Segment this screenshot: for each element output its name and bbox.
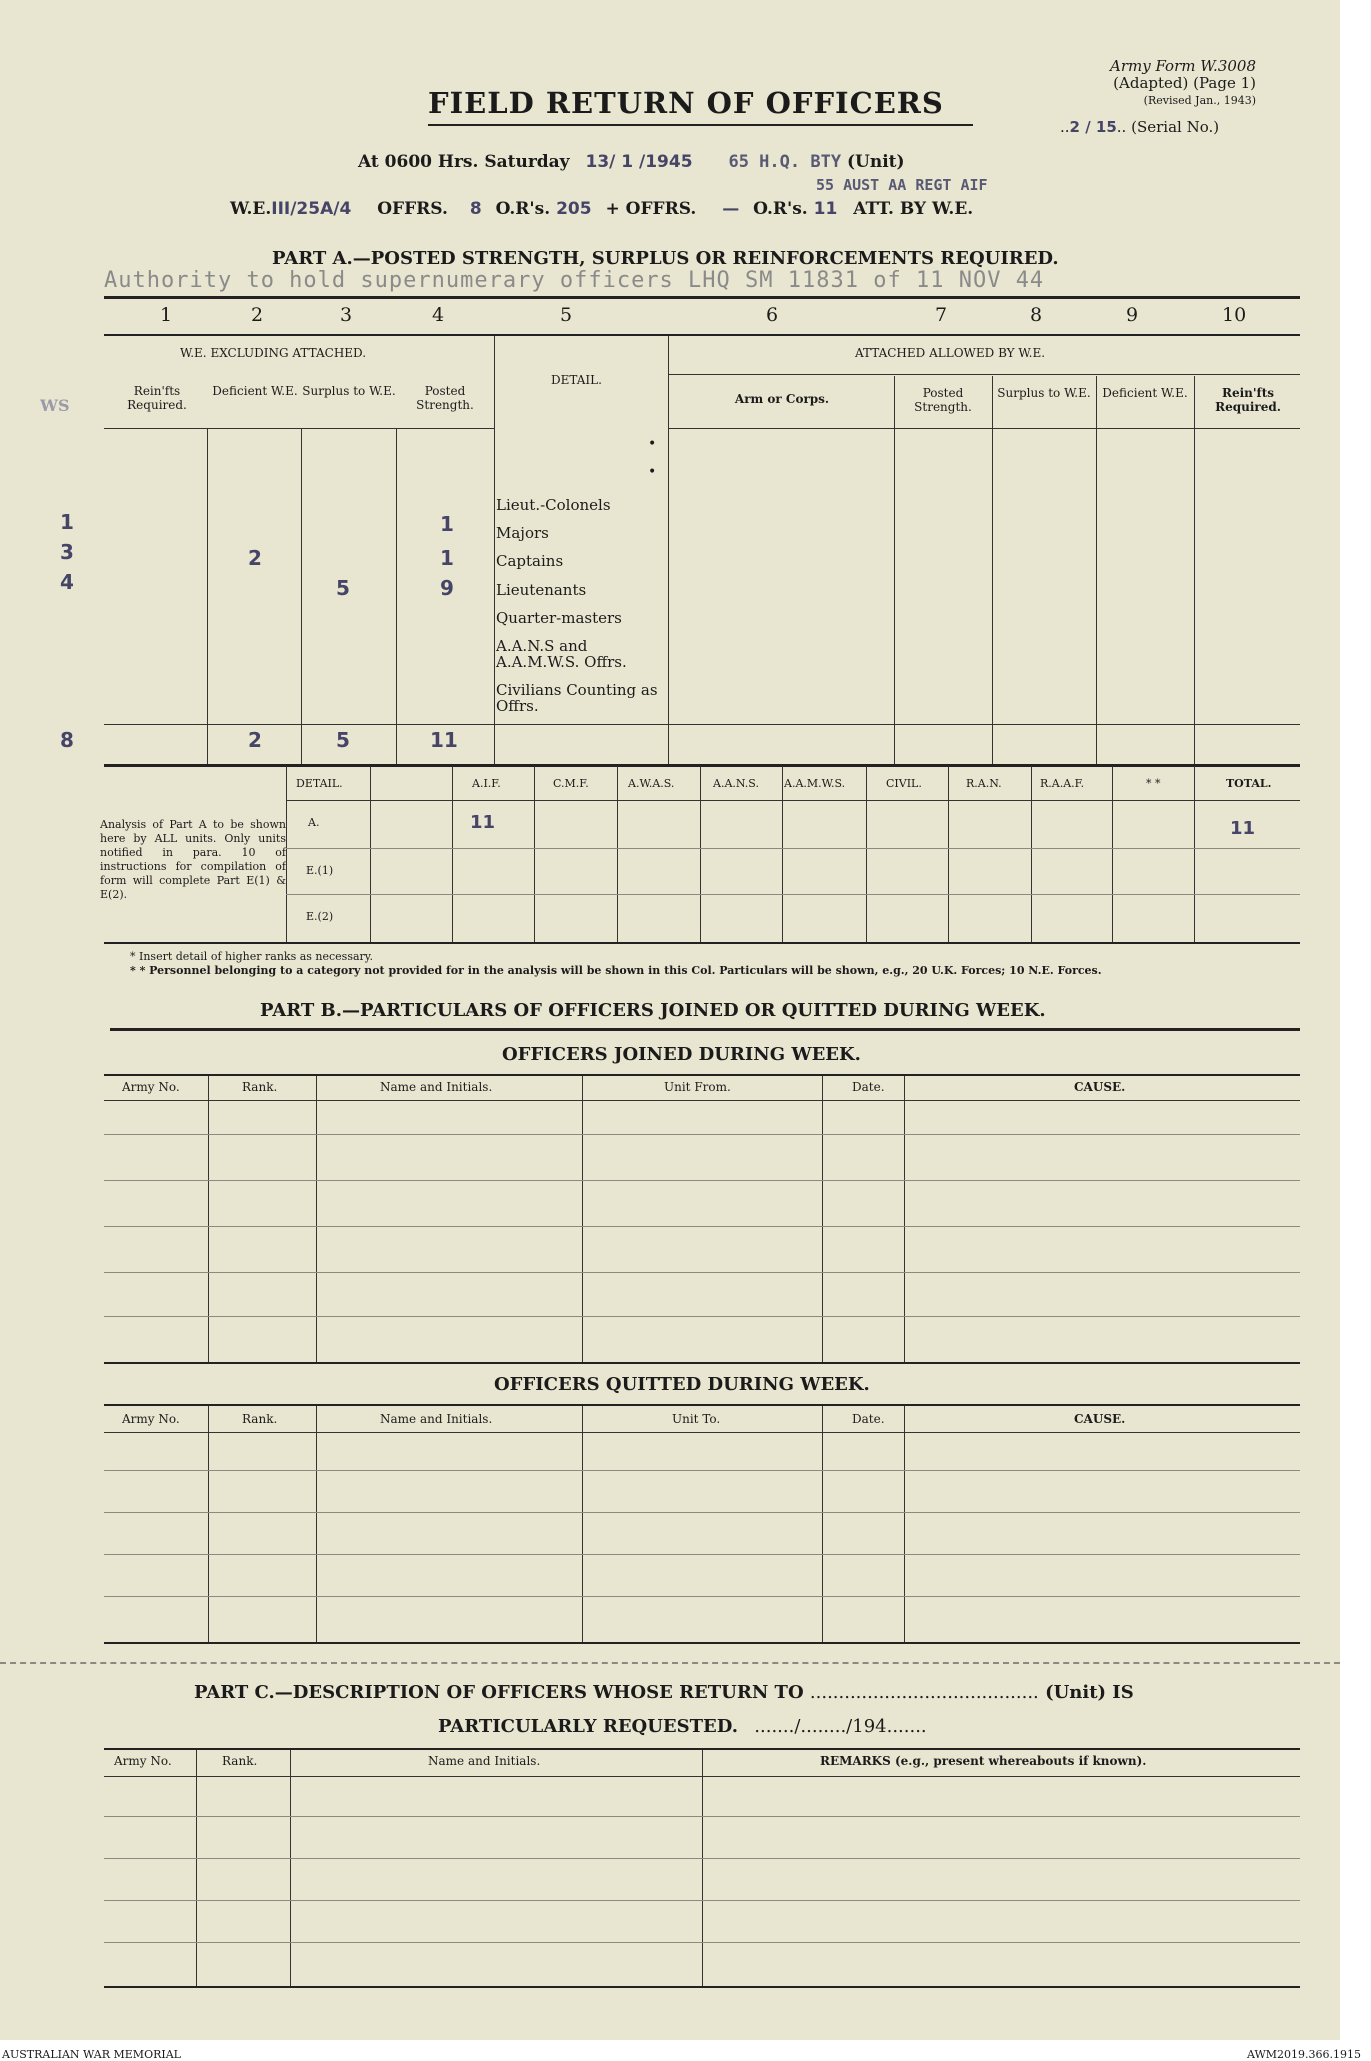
vr-q-1	[208, 1406, 209, 1642]
hdr-deficient: Deficient W.E.	[212, 384, 298, 398]
form-id-line-3: (Revised Jan., 1943)	[1143, 94, 1256, 107]
part-c-heading-line-1	[194, 1682, 1134, 1703]
posted-captains: 1	[440, 546, 454, 570]
quitted-col-unit-to: Unit To.	[672, 1412, 721, 1426]
perforation-line	[0, 1662, 1340, 1664]
at-label: At 0600 Hrs. Saturday	[358, 152, 570, 172]
col-num-7: 7	[935, 304, 948, 326]
rank-aans: A.A.N.S and A.A.M.W.S. Offrs.	[496, 637, 627, 671]
vr-j-5	[904, 1076, 905, 1362]
footer-left: AUSTRALIAN WAR MEMORIAL	[2, 2048, 181, 2061]
att-header-rule	[668, 374, 1300, 375]
vr-j-1	[208, 1076, 209, 1362]
offrs-label: OFFRS.	[377, 199, 448, 219]
joined-col-rank: Rank.	[242, 1080, 278, 1094]
vr-an-7	[866, 766, 867, 942]
posted-lieutenants: 9	[440, 576, 454, 600]
ws-val-2: 3	[60, 540, 74, 564]
rank-majors: Majors	[496, 524, 549, 542]
att-label: ATT. BY W.E.	[853, 199, 974, 219]
date-value: 13/ 1 /1945	[585, 152, 693, 172]
vr-an-0	[286, 766, 287, 942]
an-hdr-raaf: R.A.A.F.	[1040, 777, 1085, 790]
ors-value: 205	[556, 199, 592, 219]
vr-q-5	[904, 1406, 905, 1642]
joined-col-unit-from: Unit From.	[664, 1080, 731, 1094]
surplus-lieutenants: 5	[336, 576, 350, 600]
vr-c-3	[702, 1750, 703, 1986]
an-hdr-total: TOTAL.	[1226, 777, 1272, 790]
vr-a-4	[494, 336, 495, 764]
ors2-value: 11	[813, 199, 838, 219]
we-header-bottom	[104, 428, 494, 429]
serial-label: (Serial No.)	[1131, 118, 1220, 136]
typed-authority-note: Authority to hold supernumerary officers LHQ SM 11831 of 11 NOV 44	[104, 268, 1045, 293]
form-id-line-1: Army Form W.3008	[1110, 57, 1256, 75]
joined-heading: OFFICERS JOINED DURING WEEK.	[502, 1044, 861, 1065]
an-hdr-aans: A.A.N.S.	[713, 777, 759, 790]
joined-row-3	[104, 1226, 1300, 1227]
vr-an-10	[1112, 766, 1113, 942]
col-num-3: 3	[340, 304, 353, 326]
hdr-surplus: Surplus to W.E.	[302, 384, 396, 398]
quitted-col-name: Name and Initials.	[380, 1412, 493, 1426]
vr-an-3	[534, 766, 535, 942]
an-hdr-other: * *	[1146, 777, 1161, 790]
joined-row-4	[104, 1272, 1300, 1273]
total-ws: 8	[60, 728, 74, 752]
an-row-a: A.	[308, 816, 320, 829]
vr-q-2	[316, 1406, 317, 1642]
an-hdr-rule	[286, 800, 1300, 801]
part-c-row-1	[104, 1816, 1300, 1817]
joined-hdr-rule	[104, 1100, 1300, 1101]
vr-an-9	[1031, 766, 1032, 942]
part-c-row-2	[104, 1858, 1300, 1859]
vr-c-2	[290, 1750, 291, 1986]
vr-a-8	[1096, 376, 1097, 764]
hdr-att-posted: Posted Strength.	[914, 386, 972, 414]
form-id-line-2: (Adapted) (Page 1)	[1113, 74, 1256, 92]
an-hdr-aif: A.I.F.	[472, 777, 501, 790]
col-num-2: 2	[251, 304, 264, 326]
footnote-2: * * Personnel belonging to a category not provided for in the analysis will be shown in this Col. Particulars will be shown, e.g., 20 U.K. Forces; 10 N.E. Forces.	[130, 964, 1102, 977]
col-num-8: 8	[1030, 304, 1043, 326]
part-c-date-blank: ......./......../194.......	[754, 1716, 927, 1737]
vr-an-8	[948, 766, 949, 942]
unit-value-1: 65 H.Q. BTY	[728, 152, 842, 172]
an-row-rule-2	[286, 894, 1300, 895]
vr-a-6	[894, 376, 895, 764]
we-label: W.E.	[230, 199, 272, 219]
rank-lt-colonels: Lieut.-Colonels	[496, 496, 611, 514]
vr-a-3	[396, 428, 397, 764]
rank-captains: Captains	[496, 552, 564, 570]
part-c-bottom-rule	[104, 1986, 1300, 1988]
part-a-heading: PART A.—POSTED STRENGTH, SURPLUS OR REINFORCEMENTS REQUIRED.	[272, 248, 1059, 269]
rank-civilians: Civilians Counting as Offrs.	[496, 681, 658, 715]
unit-value-2: 55 AUST AA REGT AIF	[816, 176, 988, 194]
unit-label: (Unit)	[846, 152, 905, 172]
we-value: III/25A/4	[271, 199, 352, 219]
part-c-heading-1: PART C.—DESCRIPTION OF OFFICERS WHOSE RETURN TO	[194, 1682, 804, 1703]
part-c-dots: ........................................	[809, 1682, 1039, 1703]
detail-label: DETAIL.	[551, 373, 602, 387]
att-allowed-label: ATTACHED ALLOWED BY W.E.	[855, 346, 1046, 360]
part-c-heading-3: PARTICULARLY REQUESTED.	[438, 1716, 738, 1737]
an-hdr-aamws: A.A.M.W.S.	[784, 777, 846, 790]
title-underline	[428, 124, 973, 126]
footnote-1: * Insert detail of higher ranks as necessary.	[130, 950, 374, 963]
quitted-col-rank: Rank.	[242, 1412, 278, 1426]
offrs-value: 8	[469, 199, 482, 219]
vr-a-2	[301, 428, 302, 764]
joined-col-name: Name and Initials.	[380, 1080, 493, 1094]
vr-an-1	[370, 766, 371, 942]
part-b-heading: PART B.—PARTICULARS OF OFFICERS JOINED OR QUITTED DURING WEEK.	[260, 1000, 1046, 1021]
part-c-col-rank: Rank.	[222, 1754, 258, 1768]
quitted-col-cause: CAUSE.	[1074, 1412, 1126, 1426]
posted-majors: 1	[440, 512, 454, 536]
hdr-reinf-required: Rein'fts Required.	[127, 384, 187, 412]
vr-an-2	[452, 766, 453, 942]
part-c-row-4	[104, 1942, 1300, 1943]
quitted-row-1	[104, 1470, 1300, 1471]
part-c-col-army-no: Army No.	[114, 1754, 172, 1768]
part-b-rule	[110, 1028, 1300, 1031]
joined-row-2	[104, 1180, 1300, 1181]
col-num-4: 4	[432, 304, 445, 326]
ws-val-3: 4	[60, 570, 74, 594]
ors-label: O.R's.	[495, 199, 551, 219]
ws-val-1: 1	[60, 510, 74, 534]
hdr-att-surplus: Surplus to W.E.	[997, 386, 1091, 400]
hdr-att-reinf: Rein'fts Required.	[1215, 386, 1281, 414]
serial-value: 2 / 15	[1069, 118, 1117, 136]
vr-j-3	[582, 1076, 583, 1362]
col-num-10: 10	[1222, 304, 1247, 326]
vr-a-7	[992, 376, 993, 764]
an-hdr-civil: CIVIL.	[886, 777, 922, 790]
part-c-heading-line-2	[438, 1716, 927, 1737]
quitted-col-date: Date.	[852, 1412, 885, 1426]
joined-col-date: Date.	[852, 1080, 885, 1094]
form-title: FIELD RETURN OF OFFICERS	[428, 86, 944, 120]
part-a-top-rule	[104, 296, 1300, 299]
quitted-bottom-rule	[104, 1642, 1300, 1644]
part-a-bottom-rule	[104, 764, 1300, 767]
rank-lieutenants: Lieutenants	[496, 581, 587, 599]
footer-right: AWM2019.366.1915	[1246, 2048, 1361, 2061]
vr-q-4	[822, 1406, 823, 1642]
an-row-e2: E.(2)	[306, 910, 334, 923]
an-total-a: 11	[1230, 818, 1256, 839]
quitted-hdr-rule	[104, 1432, 1300, 1433]
analysis-bottom-rule	[104, 942, 1300, 944]
ws-label: WS	[40, 396, 70, 415]
serial-number: ..2 / 15.. (Serial No.)	[1060, 118, 1220, 136]
header-line-1	[358, 152, 905, 172]
hdr-att-deficient: Deficient W.E.	[1102, 386, 1188, 400]
an-row-e1: E.(1)	[306, 864, 334, 877]
att-header-bottom	[668, 428, 1300, 429]
bullet-2: •	[648, 464, 657, 480]
joined-top-rule	[104, 1074, 1300, 1076]
total-surplus: 5	[336, 728, 350, 752]
joined-row-5	[104, 1316, 1300, 1317]
an-hdr-awas: A.W.A.S.	[628, 777, 675, 790]
total-posted: 11	[430, 728, 458, 752]
bullet-1: •	[648, 436, 657, 452]
col-num-6: 6	[766, 304, 779, 326]
vr-q-3	[582, 1406, 583, 1642]
vr-an-11	[1194, 766, 1195, 942]
col-num-5: 5	[560, 304, 573, 326]
quitted-col-army-no: Army No.	[122, 1412, 180, 1426]
an-hdr-cmf: C.M.F.	[553, 777, 589, 790]
hdr-arm-corps: Arm or Corps.	[734, 392, 830, 406]
ors2-label: O.R's.	[753, 199, 808, 219]
vr-an-6	[782, 766, 783, 942]
quitted-heading: OFFICERS QUITTED DURING WEEK.	[494, 1374, 870, 1395]
vr-c-1	[196, 1750, 197, 1986]
quitted-top-rule	[104, 1404, 1300, 1406]
plus-offrs-label: + OFFRS.	[605, 199, 697, 219]
rank-quartermasters: Quarter-masters	[496, 609, 622, 627]
col-num-9: 9	[1126, 304, 1139, 326]
vr-j-2	[316, 1076, 317, 1362]
hdr-posted: Posted Strength.	[416, 384, 474, 412]
vr-a-1	[207, 428, 208, 764]
joined-col-army-no: Army No.	[122, 1080, 180, 1094]
part-c-heading-2: (Unit) IS	[1045, 1682, 1134, 1703]
an-aif-a: 11	[470, 812, 496, 833]
joined-row-1	[104, 1134, 1300, 1135]
header-line-2	[230, 199, 973, 219]
quitted-row-3	[104, 1554, 1300, 1555]
an-hdr-detail: DETAIL.	[296, 777, 343, 790]
quitted-row-2	[104, 1512, 1300, 1513]
form-id	[1110, 58, 1256, 109]
total-deficient: 2	[248, 728, 262, 752]
quitted-row-4	[104, 1596, 1300, 1597]
joined-col-cause: CAUSE.	[1074, 1080, 1126, 1094]
vr-an-4	[617, 766, 618, 942]
we-excl-label: W.E. EXCLUDING ATTACHED.	[180, 346, 367, 360]
part-c-row-3	[104, 1900, 1300, 1901]
part-c-col-remarks: REMARKS (e.g., present whereabouts if known).	[820, 1754, 1147, 1768]
vr-a-9	[1194, 376, 1195, 764]
joined-bottom-rule	[104, 1362, 1300, 1364]
an-row-rule-1	[286, 848, 1300, 849]
vr-a-5	[668, 336, 669, 764]
vr-an-5	[700, 766, 701, 942]
totals-top-rule	[104, 724, 1300, 725]
part-c-col-name: Name and Initials.	[428, 1754, 541, 1768]
part-a-num-rule	[104, 334, 1300, 336]
deficient-captains: 2	[248, 546, 262, 570]
an-hdr-ran: R.A.N.	[966, 777, 1002, 790]
plus-offrs-value: —	[722, 199, 740, 219]
vr-j-4	[822, 1076, 823, 1362]
analysis-note: Analysis of Part A to be shown here by ALL units. Only units notified in para. 10 of instructions for compilation of form will complete Part E(1) & E(2).	[100, 818, 286, 901]
col-num-1: 1	[160, 304, 173, 326]
